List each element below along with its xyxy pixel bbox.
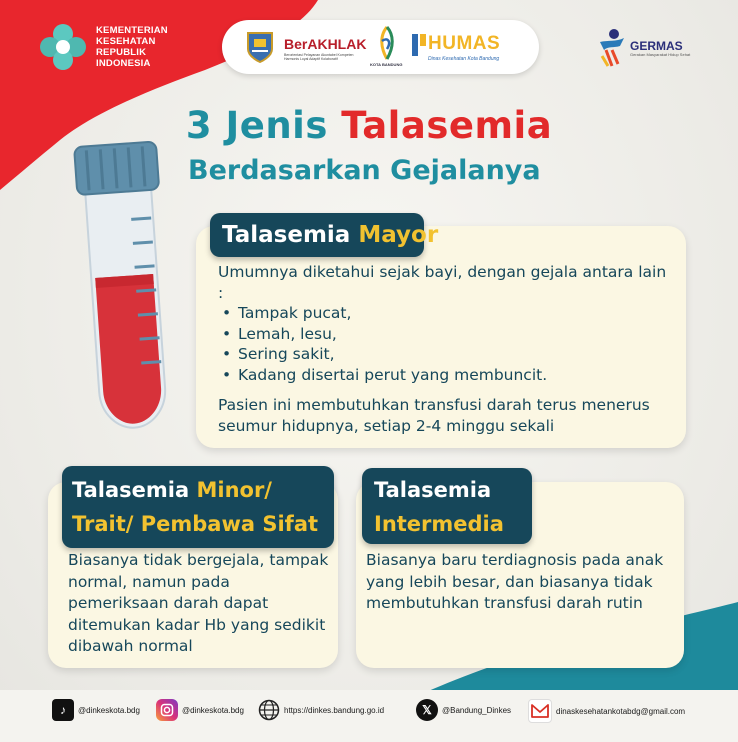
globe-icon (258, 699, 280, 721)
intermedia-tag-label: Talasemia (374, 478, 492, 502)
instagram-icon (156, 699, 178, 721)
germas-tagline: Gerakan Masyarakat Hidup Sehat (630, 51, 691, 57)
tiktok-handle: @dinkeskota.bdg (78, 705, 140, 715)
mayor-intro: Umumnya diketahui sejak bayi, dengan gejala antara lain : (218, 263, 667, 302)
tiktok-icon: ♪ (52, 699, 74, 721)
instagram-contact[interactable] (156, 699, 244, 721)
minor-tag-label: Talasemia (72, 478, 197, 502)
kota-bandung-label: KOTA BANDUNG (370, 62, 403, 67)
humas-tagline: Dinas Kesehatan Kota Bandung (428, 56, 500, 62)
mayor-symptom-list (218, 303, 673, 385)
intermedia-tag-type: Intermedia (374, 512, 504, 536)
blood-test-tube-icon (70, 138, 180, 438)
website-url: https://dinkes.bandung.go.id (284, 705, 385, 715)
germas-figure-icon (596, 28, 626, 68)
title-part-1: 3 Jenis (185, 104, 342, 147)
list-item: • Tampak pucat, (218, 303, 673, 324)
x-contact[interactable] (416, 699, 511, 721)
gmail-icon (528, 699, 552, 723)
email-address: dinaskesehatankotabdg@gmail.com (556, 706, 686, 716)
website-contact[interactable] (258, 699, 384, 721)
instagram-handle: @dinkeskota.bdg (182, 705, 244, 715)
title-part-2: Talasemia (341, 104, 553, 147)
list-item: • Kadang disertai perut yang membuncit. (218, 365, 673, 386)
minor-tag-type: Minor/ (196, 478, 272, 502)
kota-bandung-emblem-icon (374, 25, 400, 61)
minor-tag-type-2: Trait/ Pembawa Sifat (72, 512, 319, 536)
mayor-note: Pasien ini membutuhkan transfusi darah terus menerus seumur hidupnya, setiap 2-4 minggu sekali (218, 396, 650, 435)
minor-body: Biasanya tidak bergejala, tampak normal, namun pada pemeriksaan darah dapat ditemukan kadar Hb yang sedikit dibawah normal (68, 551, 329, 655)
berakhlak-tagline: Berorientasi Pelayanan Akuntabel Kompeten Harmonis Loyal Adaptif Kolaboratif (284, 53, 354, 61)
intermedia-body: Biasanya baru terdiagnosis pada anak yang lebih besar, dan biasanya tidak membutuhkan transfusi darah rutin (366, 551, 664, 612)
tiktok-contact[interactable] (52, 699, 140, 721)
germas-label: GERMAS (630, 38, 683, 53)
page-subtitle: Berdasarkan Gejalanya (188, 155, 541, 186)
mayor-tag-label: Talasemia (222, 222, 359, 248)
x-handle: @Bandung_Dinkes (442, 705, 512, 715)
mayor-tag (210, 213, 439, 257)
kemenkes-logo (36, 20, 168, 74)
mayor-tag-type: Mayor (358, 222, 439, 248)
minor-tag (62, 466, 334, 548)
footer-contacts (0, 692, 738, 732)
berakhlak-logo: BerAKHLAK (284, 36, 367, 52)
kemenkes-label: KEMENTERIAN KESEHATAN REPUBLIK INDONESIA (96, 25, 168, 69)
germas-logo (596, 28, 690, 68)
list-item: • Sering sakit, (218, 344, 673, 365)
bandung-crest-icon (246, 31, 274, 63)
kemenkes-emblem-icon (36, 20, 90, 74)
humas-mark-icon (412, 34, 426, 56)
partner-logos (222, 20, 539, 74)
humas-logo: HUMAS (428, 33, 501, 54)
intermedia-tag (362, 468, 532, 544)
x-icon: 𝕏 (416, 699, 438, 721)
list-item: • Lemah, lesu, (218, 324, 673, 345)
email-contact[interactable] (528, 699, 685, 723)
mayor-body (218, 262, 673, 436)
